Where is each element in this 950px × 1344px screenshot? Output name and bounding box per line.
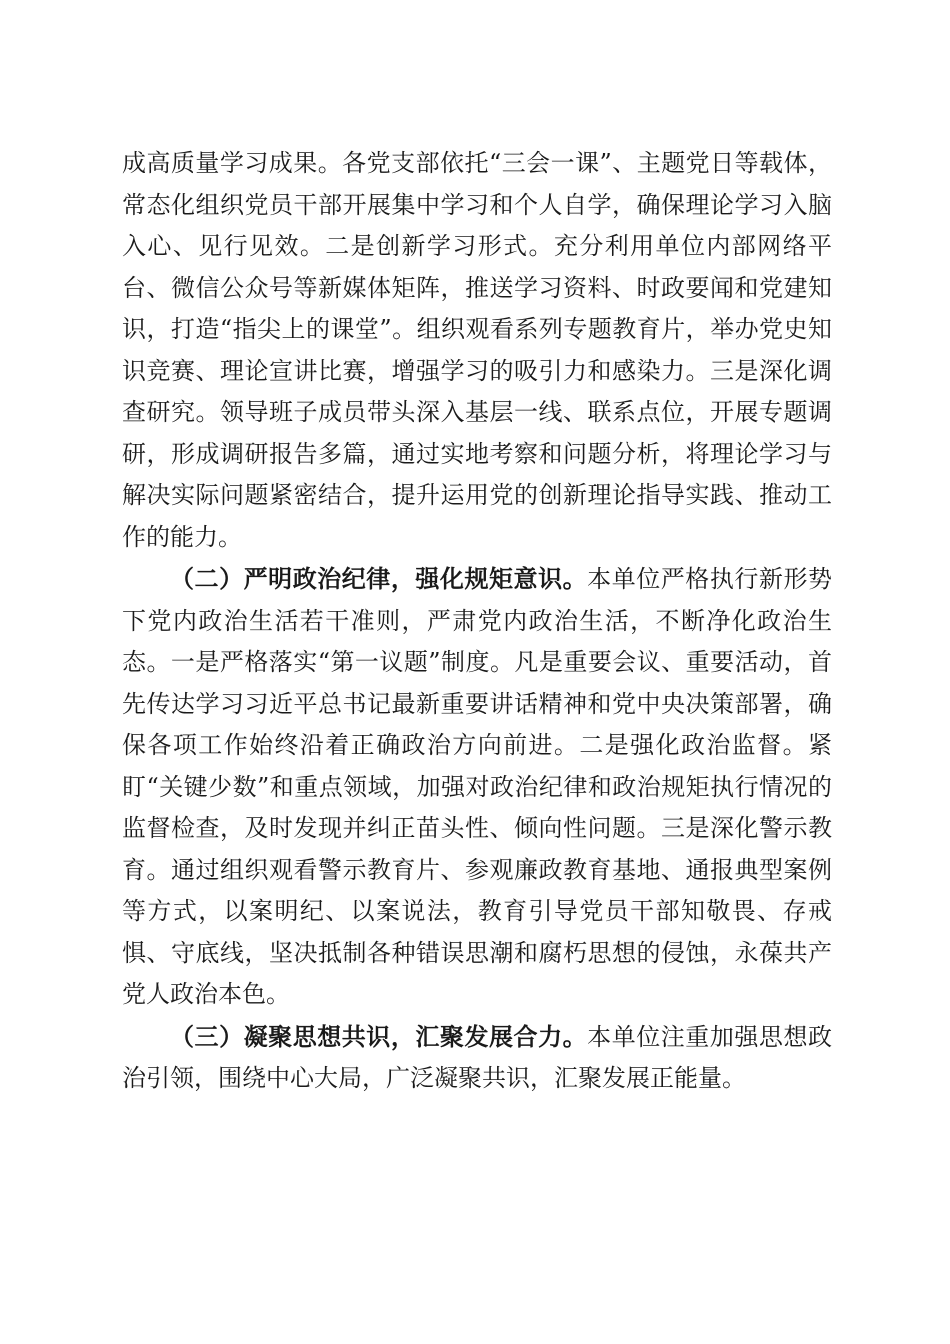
paragraph-3-text: 本单位注重加强思想政治引领，围绕中心大局，广泛凝聚共识，汇聚发展正能量。	[122, 1022, 833, 1092]
section-heading-3: （三）凝聚思想共识，汇聚发展合力。	[170, 1021, 588, 1051]
paragraph-1-text: 成高质量学习成果。各党支部依托“三会一课”、主题党日等载体，常态化组织党员干部开展集中学习和个人自学，确保理论学习入脑入心、见行见效。二是创新学习形式。充分利用单位内部网络平台、微信公众号等新媒体矩阵，推送学习资料、时政要闻和党建知识，打造“指尖上的课堂”。组织观看系列专题教育片，举办党史知识竞赛、理论宣讲比赛，增强学习的吸引力和感染力。三是深化调查研究。领导班子成员带头深入基层一线、联系点位，开展专题调研，形成调研报告多篇，通过实地考察和问题分析，将理论学习与解决实际问题紧密结合，提升运用党的创新理论指导实践、推动工作的能力。	[122, 149, 832, 551]
body-text	[122, 143, 832, 1100]
paragraph-2	[122, 558, 832, 1016]
paragraph-3	[122, 1016, 832, 1100]
paragraph-2-text: 本单位严格执行新形势下党内政治生活若干准则，严肃党内政治生活，不断净化政治生态。一是严格落实“第一议题”制度。凡是重要会议、重要活动，首先传达学习习近平总书记最新重要讲话精神和党中央决策部署，确保各项工作始终沿着正确政治方向前进。二是强化政治监督。紧盯“关键少数”和重点领域，加强对政治纪律和政治规矩执行情况的监督检查，及时发现并纠正苗头性、倾向性问题。三是深化警示教育。通过组织观看警示教育片、参观廉政教育基地、通报典型案例等方式，以案明纪、以案说法，教育引导党员干部知敬畏、存戒惧、守底线，坚决抵制各种错误思潮和腐朽思想的侵蚀，永葆共产党人政治本色。	[122, 565, 833, 1008]
section-heading-2: （二）严明政治纪律，强化规矩意识。	[170, 564, 588, 593]
paragraph-1	[122, 143, 832, 558]
